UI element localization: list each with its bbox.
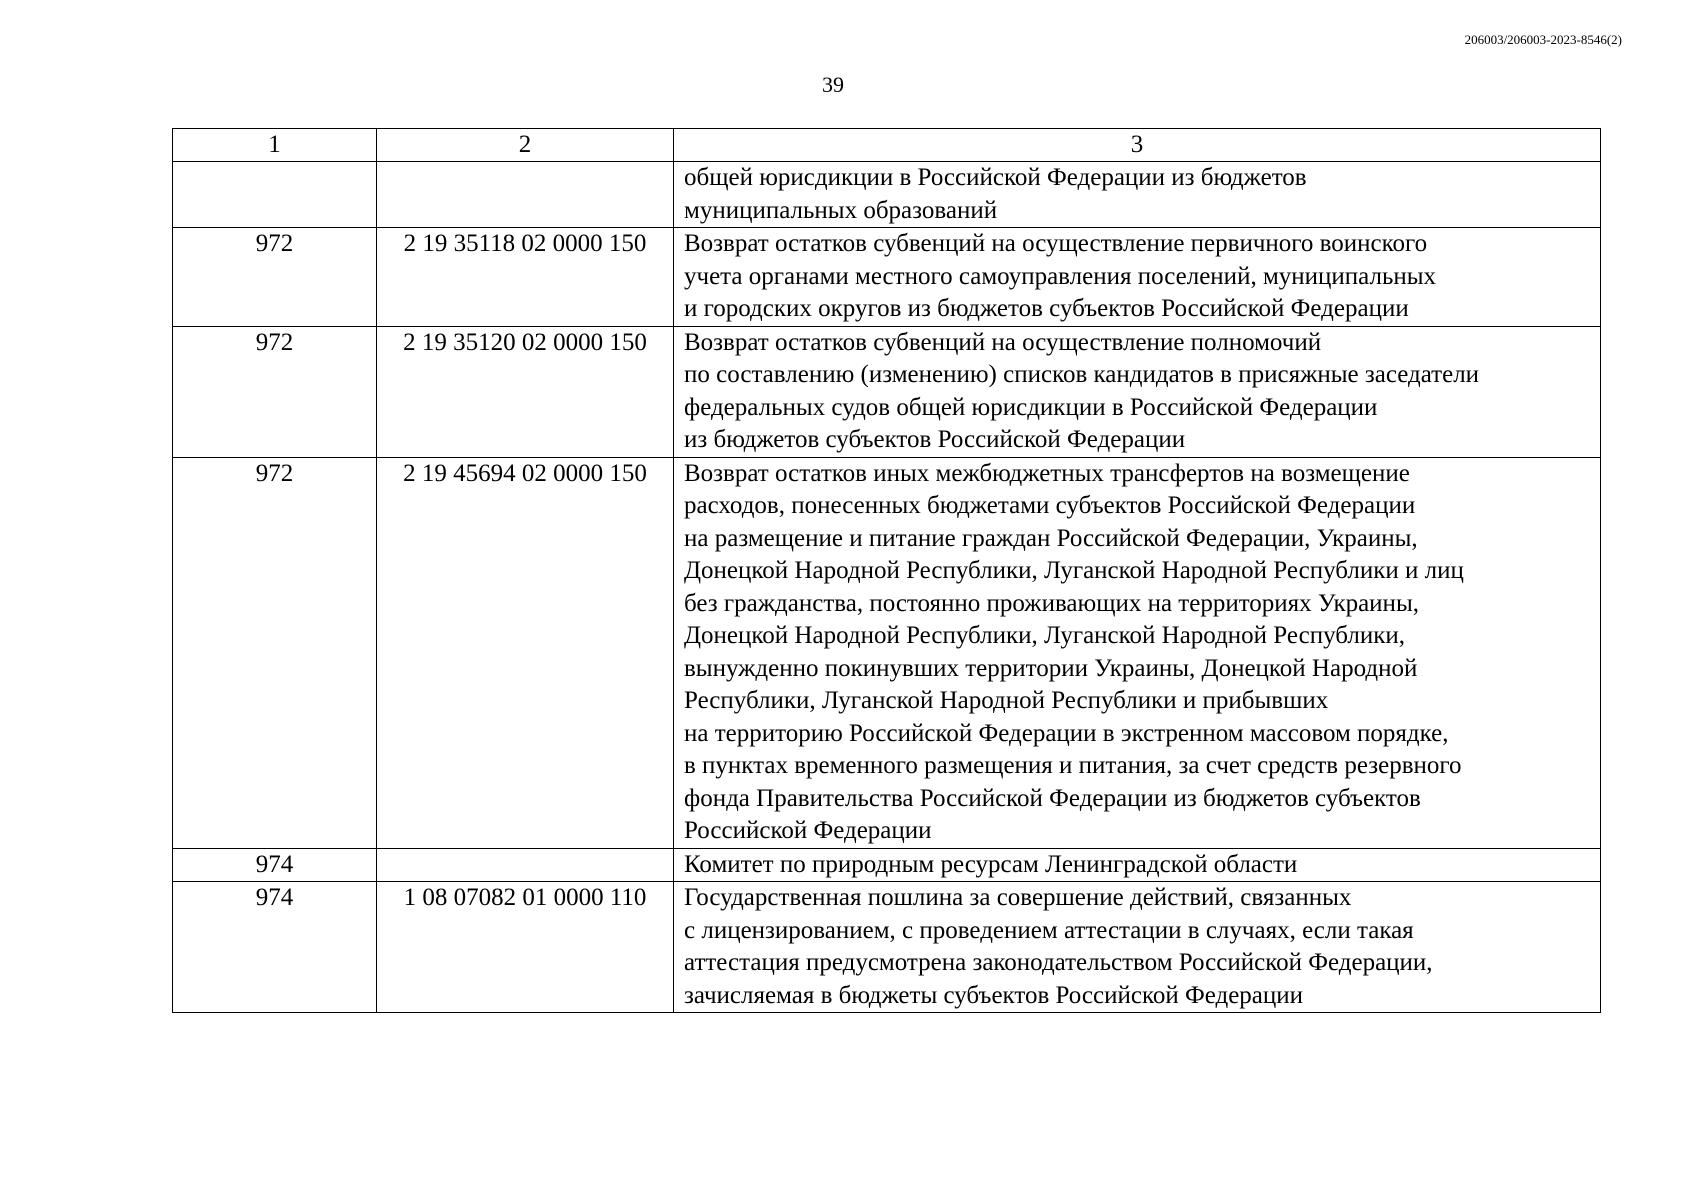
revenue-code-cell: 2 19 35118 02 0000 150 bbox=[377, 228, 674, 327]
description-line: с лицензированием, с проведением аттестации в случаях, если такая bbox=[684, 916, 1414, 944]
table-header-row bbox=[173, 129, 1601, 162]
table-header bbox=[173, 129, 1601, 162]
revenue-description-cell bbox=[674, 882, 1601, 1013]
table-row bbox=[173, 326, 1601, 457]
page-number bbox=[0, 72, 1697, 98]
description-line: Российской Федерации bbox=[684, 817, 932, 844]
administrator-code-cell: 972 bbox=[173, 457, 377, 848]
revenue-code-cell: 2 19 35120 02 0000 150 bbox=[377, 326, 674, 457]
column-header-1: 1 bbox=[173, 129, 377, 162]
document-registration-number: 206003/206003-2023-8546(2) bbox=[1464, 32, 1622, 47]
revenue-code-cell bbox=[377, 162, 674, 228]
description-line: на размещение и питание граждан Российской Федерации, Украины, bbox=[684, 524, 1418, 552]
revenue-description-cell bbox=[674, 457, 1601, 848]
table-row bbox=[173, 162, 1601, 228]
description-line: вынужденно покинувших территории Украины, Донецкой Народной bbox=[684, 654, 1418, 682]
revenue-description-cell bbox=[674, 326, 1601, 457]
administrator-code-cell: 974 bbox=[173, 848, 377, 882]
table-body bbox=[173, 162, 1601, 1013]
column-header-2: 2 bbox=[377, 129, 674, 162]
revenue-description-cell bbox=[674, 162, 1601, 228]
table-row bbox=[173, 848, 1601, 882]
column-header-3: 3 bbox=[674, 129, 1601, 162]
table-row bbox=[173, 228, 1601, 327]
description-line: Республики, Луганской Народной Республики и прибывших bbox=[684, 687, 1329, 714]
description-line: федеральных судов общей юрисдикции в Российской Федерации bbox=[684, 393, 1378, 421]
description-line: муниципальных образований bbox=[684, 196, 998, 224]
table-row bbox=[173, 882, 1601, 1013]
description-line: Донецкой Народной Республики, Луганской Народной Республики, bbox=[684, 622, 1405, 649]
description-line: и городских округов из бюджетов субъектов Российской Федерации bbox=[684, 295, 1409, 322]
administrator-code-cell: 972 bbox=[173, 228, 377, 327]
description-line: Возврат остатков субвенций на осуществление полномочий bbox=[684, 328, 1322, 356]
administrator-code-cell: 972 bbox=[173, 326, 377, 457]
description-line: Комитет по природным ресурсам Ленинградской области bbox=[684, 850, 1298, 878]
description-line: из бюджетов субъектов Российской Федерации bbox=[684, 426, 1186, 453]
administrator-code-cell bbox=[173, 162, 377, 228]
budget-revenue-table bbox=[172, 128, 1601, 1013]
description-line: без гражданства, постоянно проживающих на территориях Украины, bbox=[684, 589, 1419, 617]
description-line: Возврат остатков субвенций на осуществление первичного воинского bbox=[684, 230, 1428, 257]
description-line: Государственная пошлина за совершение действий, связанных bbox=[684, 884, 1352, 911]
revenue-code-cell bbox=[377, 848, 674, 882]
administrator-code-cell: 974 bbox=[173, 882, 377, 1013]
revenue-code-cell: 1 08 07082 01 0000 110 bbox=[377, 882, 674, 1013]
revenue-code-cell: 2 19 45694 02 0000 150 bbox=[377, 457, 674, 848]
description-line: по составлению (изменению) списков кандидатов в присяжные заседатели bbox=[684, 361, 1480, 388]
description-line: в пунктах временного размещения и питания, за счет средств резервного bbox=[684, 752, 1462, 779]
description-line: Донецкой Народной Республики, Луганской Народной Республики и лиц bbox=[684, 557, 1464, 584]
page-number-text: 39 bbox=[822, 72, 844, 97]
description-line: расходов, понесенных бюджетами субъектов Российской Федерации bbox=[684, 492, 1416, 519]
table-row bbox=[173, 457, 1601, 848]
description-line: фонда Правительства Российской Федерации из бюджетов субъектов bbox=[684, 784, 1421, 812]
description-line: Возврат остатков иных межбюджетных трансфертов на возмещение bbox=[684, 459, 1410, 487]
revenue-description-cell bbox=[674, 228, 1601, 327]
description-line: общей юрисдикции в Российской Федерации из бюджетов bbox=[684, 164, 1307, 191]
description-line: аттестация предусмотрена законодательством Российской Федерации, bbox=[684, 949, 1433, 976]
description-line: учета органами местного самоуправления поселений, муниципальных bbox=[684, 262, 1437, 290]
description-line: зачисляемая в бюджеты субъектов Российской Федерации bbox=[684, 981, 1304, 1009]
description-line: на территорию Российской Федерации в экстренном массовом порядке, bbox=[684, 719, 1449, 747]
revenue-description-cell bbox=[674, 848, 1601, 882]
